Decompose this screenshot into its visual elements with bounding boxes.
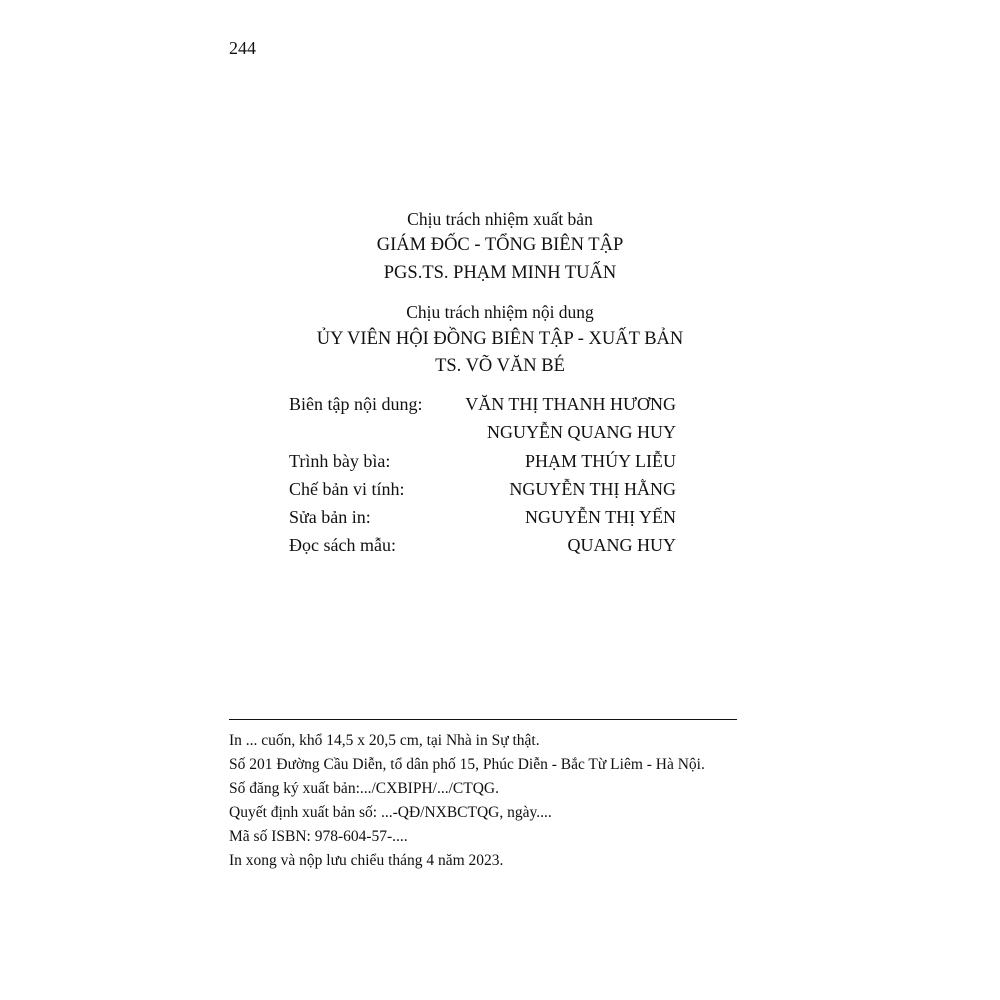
credit-value: QUANG HUY	[567, 535, 676, 555]
imprint-line: Mã số ISBN: 978-604-57-....	[229, 828, 408, 845]
page-number: 244	[229, 38, 256, 58]
imprint-line: In ... cuốn, khổ 14,5 x 20,5 cm, tại Nhà in Sự thật.	[229, 732, 540, 749]
credit-label: Trình bày bìa:	[289, 451, 391, 471]
imprint-line: Quyết định xuất bản số: ...-QĐ/NXBCTQG, ngày....	[229, 804, 552, 821]
credit-row	[289, 479, 676, 503]
content-responsibility-role: ỦY VIÊN HỘI ĐỒNG BIÊN TẬP - XUẤT BẢN	[316, 329, 684, 349]
content-responsibility-heading: Chịu trách nhiệm nội dung	[406, 302, 594, 322]
imprint-line: Số 201 Đường Cầu Diễn, tổ dân phố 15, Phúc Diễn - Bắc Từ Liêm - Hà Nội.	[229, 756, 705, 773]
publisher-responsibility-role: GIÁM ĐỐC - TỔNG BIÊN TẬP	[376, 235, 624, 255]
publisher-responsibility-heading: Chịu trách nhiệm xuất bản	[407, 209, 593, 229]
credit-value: NGUYỄN QUANG HUY	[487, 422, 676, 442]
publisher-responsibility-name: PGS.TS. PHẠM MINH TUẤN	[383, 263, 617, 283]
credit-label: Đọc sách mẫu:	[289, 535, 396, 555]
credit-row	[289, 394, 676, 418]
credit-value: NGUYỄN THỊ YẾN	[525, 507, 676, 527]
credit-row	[289, 422, 676, 446]
imprint-line: Số đăng ký xuất bản:.../CXBIPH/.../CTQG.	[229, 780, 499, 797]
imprint-divider	[229, 719, 737, 720]
credit-row	[289, 507, 676, 531]
credit-label: Biên tập nội dung:	[289, 394, 423, 414]
credit-value: NGUYỄN THỊ HẰNG	[509, 479, 676, 499]
credit-label: Chế bản vi tính:	[289, 479, 405, 499]
imprint-line: In xong và nộp lưu chiểu tháng 4 năm 2023.	[229, 852, 504, 869]
content-responsibility-name: TS. VÕ VĂN BÉ	[435, 356, 565, 376]
credit-value: VĂN THỊ THANH HƯƠNG	[465, 394, 676, 414]
credit-value: PHẠM THÚY LIỄU	[525, 451, 676, 471]
credit-row	[289, 451, 676, 475]
credit-label: Sửa bản in:	[289, 507, 371, 527]
credit-row	[289, 535, 676, 559]
